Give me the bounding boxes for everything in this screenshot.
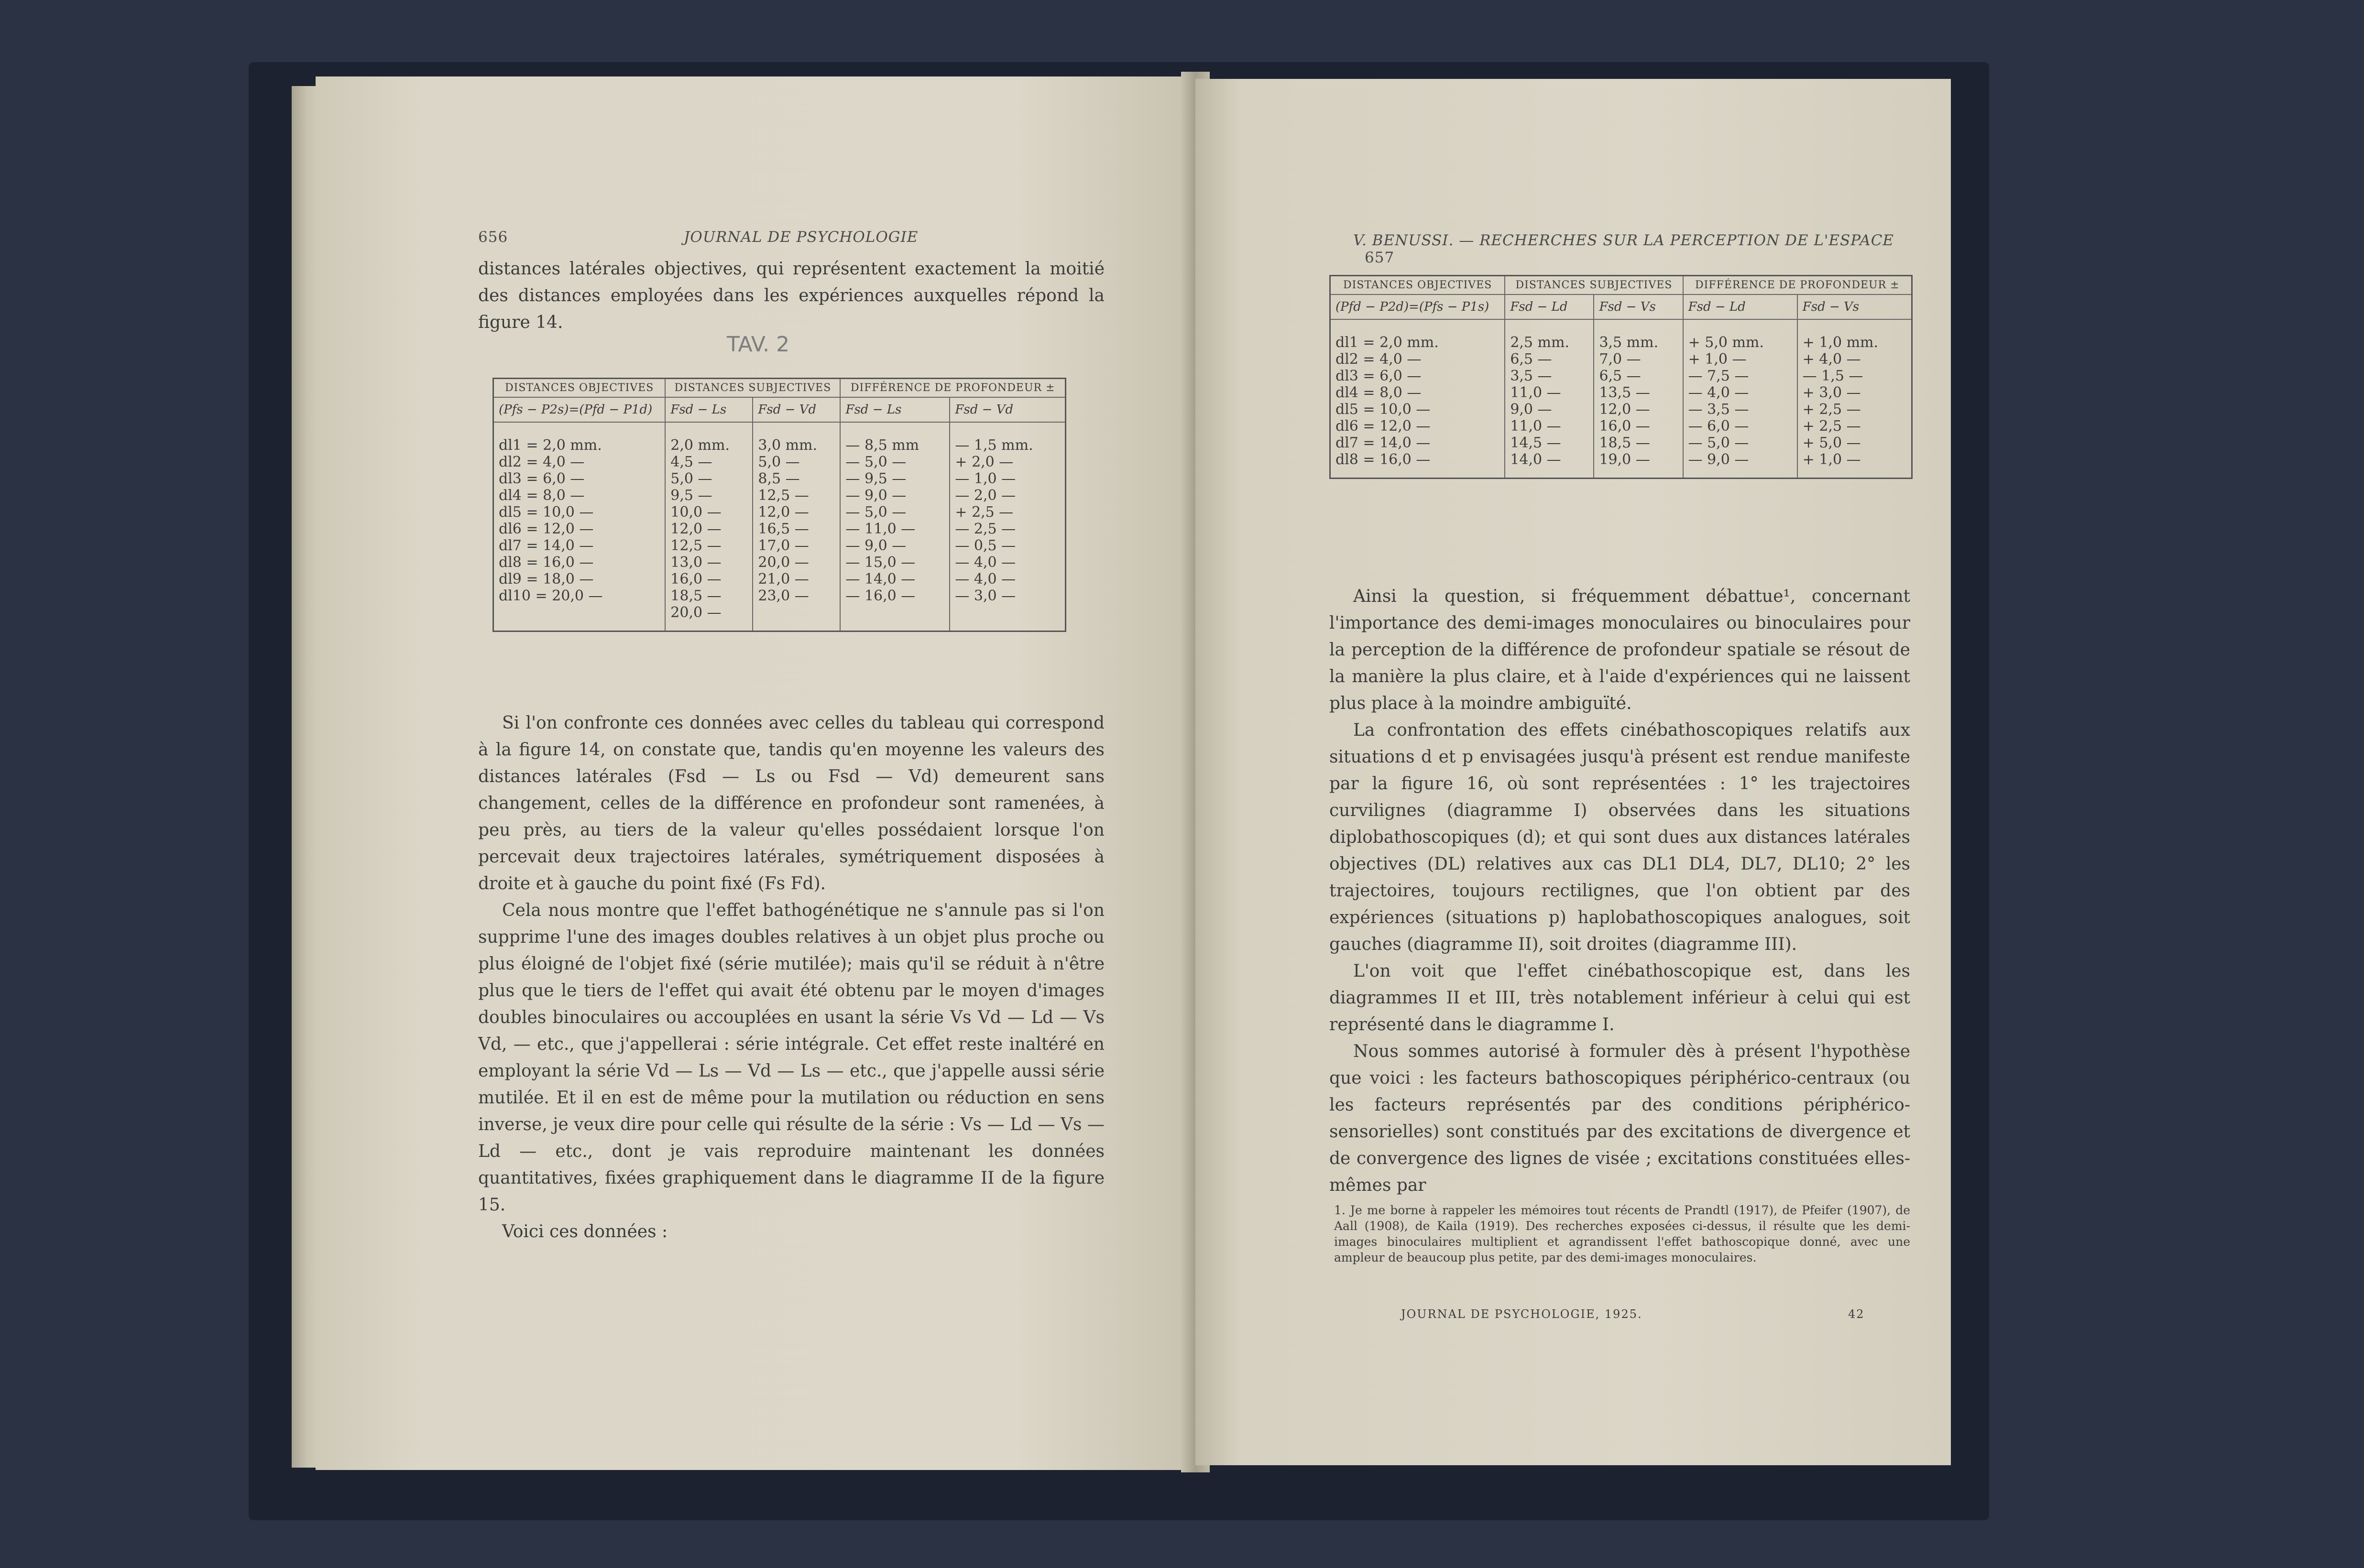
table-cell: — 0,5 — (955, 537, 1016, 554)
table-cell: — 1,5 mm. (955, 437, 1033, 454)
table-cell: — 3,0 — (955, 588, 1016, 604)
page-edges-left (292, 86, 318, 1468)
table-cell: + 2,0 — (955, 454, 1014, 470)
table-cell: 6,5 — (1599, 368, 1641, 384)
table-cell: dl10 = 20,0 — (499, 588, 603, 604)
table-cell: 2,0 mm. (670, 437, 730, 454)
left-col-subj-2 (753, 422, 840, 632)
right-col-diff-2 (1797, 319, 1912, 479)
left-col-objective (493, 422, 666, 632)
left-sub-1: (Pfs − P2s)=(Pfd − P1d) (493, 397, 666, 422)
table-cell: 18,5 — (1599, 435, 1650, 451)
table-cell: 6,5 — (1510, 351, 1552, 368)
pencil-annotation: TAV. 2 (727, 332, 790, 357)
table-cell: — 11,0 — (845, 521, 916, 537)
table-cell: 12,0 — (1599, 401, 1650, 418)
table-cell: — 5,0 — (1688, 435, 1749, 451)
table-cell: dl6 = 12,0 — (499, 521, 594, 537)
footer-signature: 42 (1848, 1307, 1865, 1321)
table-cell: — 4,0 — (955, 554, 1016, 571)
table-cell: 3,5 mm. (1599, 334, 1659, 351)
table-cell: dl6 = 12,0 — (1335, 418, 1431, 435)
right-para-1: Ainsi la question, si fréquemment débattue¹, concernant l'importance des demi-images monoculaires ou binoculaires pour la perception de la différence de profondeur spatiale se résout de la manière la plus claire, et à l'aide d'expériences qui ne laissent plus place à la moindre ambiguïté. (1329, 587, 1910, 713)
table-cell: 16,0 — (670, 571, 722, 588)
table-cell: 12,5 — (670, 537, 722, 554)
table-cell: + 2,5 — (1802, 401, 1861, 418)
table-cell: dl8 = 16,0 — (499, 554, 594, 571)
table-cell: + 5,0 — (1802, 435, 1861, 451)
table-cell: dl4 = 8,0 — (499, 487, 585, 504)
table-cell: — 3,5 — (1688, 401, 1749, 418)
table-cell: 12,5 — (758, 487, 809, 504)
table-cell: 21,0 — (758, 571, 809, 588)
right-col-subj-1 (1505, 319, 1594, 479)
table-cell: 12,0 — (758, 504, 809, 521)
table-cell: — 2,0 — (955, 487, 1016, 504)
left-sub-3: Fsd − Vd (753, 397, 840, 422)
right-sub-4: Fsd − Ld (1683, 294, 1797, 319)
table-cell: dl1 = 2,0 mm. (499, 437, 602, 454)
table-cell: dl4 = 8,0 — (1335, 384, 1422, 401)
table-cell: 11,0 — (1510, 384, 1561, 401)
table-cell: 3,0 mm. (758, 437, 818, 454)
table-cell: 7,0 — (1599, 351, 1641, 368)
table-cell: dl3 = 6,0 — (1335, 368, 1422, 384)
table-cell: dl5 = 10,0 — (1335, 401, 1431, 418)
left-th-difference: DIFFÉRENCE DE PROFONDEUR ± (840, 379, 1065, 398)
right-th-difference: DIFFÉRENCE DE PROFONDEUR ± (1683, 276, 1912, 295)
right-th-subjective: DISTANCES SUBJECTIVES (1505, 276, 1683, 295)
table-cell: dl5 = 10,0 — (499, 504, 594, 521)
table-cell: 19,0 — (1599, 451, 1650, 468)
table-cell: 9,5 — (670, 487, 712, 504)
table-cell: dl8 = 16,0 — (1335, 451, 1431, 468)
table-cell: 5,0 — (758, 454, 800, 470)
right-head-title: V. BENUSSI. — RECHERCHES SUR LA PERCEPTION DE L'ESPACE (1353, 232, 1894, 249)
table-cell: — 8,5 mm (845, 437, 919, 454)
table-cell: dl2 = 4,0 — (499, 454, 585, 470)
table-cell: 20,0 — (670, 604, 722, 621)
right-sub-3: Fsd − Vs (1594, 294, 1683, 319)
table-cell: — 15,0 — (845, 554, 916, 571)
left-para-1: Si l'on confronte ces données avec celles du tableau qui correspond à la figure 14, on constate que, tandis qu'en moyenne les valeurs des distances latérales (Fsd — Ls ou Fsd — Vd) demeurent sans changement, celles de la différence en profondeur sont ramenées, à peu près, au tiers de la valeur qu'elles possédaient lorsque l'on percevait deux trajectoires latérales, symétriquement disposées à droite et à gauche du point fixé (Fs Fd). (478, 713, 1105, 893)
left-th-subjective: DISTANCES SUBJECTIVES (665, 379, 840, 398)
left-col-diff-1 (840, 422, 950, 632)
table-cell: 16,0 — (1599, 418, 1650, 435)
table-cell: — 6,0 — (1688, 418, 1749, 435)
left-para-3: Voici ces données : (502, 1222, 668, 1241)
table-cell: + 1,0 — (1688, 351, 1747, 368)
table-cell: + 1,0 — (1802, 451, 1861, 468)
right-sub-5: Fsd − Vs (1797, 294, 1912, 319)
left-para-2: Cela nous montre que l'effet bathogénétique ne s'annule pas si l'on supprime l'une des images doubles relatives à un objet plus proche ou plus éloigné de l'objet fixé (série mutilée); mais qu'il se réduit à n'être plus que le tiers de l'effet qui avait été obtenu par le moyen d'images doubles binoculaires ou accouplées en usant la série Vs Vd — Ld — Vs Vd, — etc., que j'appellerai : série intégrale. Cet effet reste inaltéré en employant la série Vd — Ls — Vd — Ls — etc., que j'appelle aussi série mutilée. Et il en est de même pour la mutilation ou réduction en sens inverse, je veux dire pour celle qui résulte de la série : Vs — Ld — Vs — Ld — etc., dont je vais reproduire maintenant les données quantitatives, fixées graphiquement dans le diagramme II de la figure 15. (478, 901, 1105, 1215)
table-cell: 14,0 — (1510, 451, 1561, 468)
left-page-number: 656 (478, 229, 508, 246)
table-cell: 5,0 — (670, 470, 712, 487)
right-col-subj-2 (1594, 319, 1683, 479)
left-sub-2: Fsd − Ls (665, 397, 753, 422)
footer-journal: JOURNAL DE PSYCHOLOGIE, 1925. (1401, 1307, 1642, 1321)
left-body (478, 710, 1105, 1245)
table-cell: + 3,0 — (1802, 384, 1861, 401)
table-cell: — 5,0 — (845, 454, 907, 470)
table-cell: 4,5 — (670, 454, 712, 470)
table-cell: — 4,0 — (1688, 384, 1749, 401)
left-data-table (492, 378, 1066, 632)
left-page (316, 76, 1193, 1470)
table-cell: — 9,5 — (845, 470, 907, 487)
table-cell: + 4,0 — (1802, 351, 1861, 368)
table-cell: 23,0 — (758, 588, 809, 604)
right-col-objective (1330, 319, 1505, 479)
left-sub-4: Fsd − Ls (840, 397, 950, 422)
table-cell: 9,0 — (1510, 401, 1552, 418)
right-para-4: Nous sommes autorisé à formuler dès à présent l'hypothèse que voici : les facteurs bathoscopiques périphérico-centraux (ou les facteurs représentés par des conditions périphérico-sensorielles) sont constitués par des excitations de divergence et de convergence des lignes de visée ; excitations constituées elles-mêmes par (1329, 1042, 1910, 1195)
table-cell: 20,0 — (758, 554, 809, 571)
table-cell: — 14,0 — (845, 571, 916, 588)
right-sub-1: (Pfd − P2d)=(Pfs − P1s) (1330, 294, 1505, 319)
table-cell: dl3 = 6,0 — (499, 470, 585, 487)
table-cell: dl7 = 14,0 — (1335, 435, 1431, 451)
table-cell: — 5,0 — (845, 504, 907, 521)
table-cell: 13,0 — (670, 554, 722, 571)
table-cell: dl1 = 2,0 mm. (1335, 334, 1439, 351)
right-th-objective: DISTANCES OBJECTIVES (1330, 276, 1505, 295)
table-cell: — 16,0 — (845, 588, 916, 604)
left-intro: distances latérales objectives, qui représentent exactement la moitié des distances employées dans les expériences auxquelles répond la figure 14. (478, 259, 1105, 332)
table-cell: 12,0 — (670, 521, 722, 537)
table-cell: 8,5 — (758, 470, 800, 487)
left-col-diff-2 (950, 422, 1065, 632)
table-cell: 3,5 — (1510, 368, 1552, 384)
table-cell: dl7 = 14,0 — (499, 537, 594, 554)
table-cell: — 7,5 — (1688, 368, 1749, 384)
left-col-subj-1 (665, 422, 753, 632)
right-para-2: La confrontation des effets cinébathoscopiques relatifs aux situations d et p envisagées jusqu'à présent est rendue manifeste par la figure 16, où sont représentées : 1° les trajectoires curvilignes (diagramme I) observées dans les situations diplobathoscopiques (d); et qui sont dues aux distances latérales objectives (DL) relatives aux cas DL1 DL4, DL7, DL10; 2° les trajectoires, toujours rectilignes, que l'on obtient par des expériences (situations p) haplobathoscopiques analogues, soit gauches (diagramme II), soit droites (diagramme III). (1329, 720, 1910, 954)
table-cell: 2,5 mm. (1510, 334, 1569, 351)
right-body (1329, 583, 1910, 1199)
right-page-number: 657 (1365, 249, 1395, 266)
right-page (1195, 79, 1951, 1465)
table-cell: 17,0 — (758, 537, 809, 554)
right-sub-2: Fsd − Ld (1505, 294, 1594, 319)
right-para-3: L'on voit que l'effet cinébathoscopique est, dans les diagrammes II et III, très notablement inférieur à celui qui est représenté dans le diagramme I. (1329, 961, 1910, 1034)
left-running-head: JOURNAL DE PSYCHOLOGIE (684, 229, 919, 246)
table-cell: + 5,0 mm. (1688, 334, 1764, 351)
right-running-head (1353, 232, 1908, 266)
table-cell: — 1,5 — (1802, 368, 1863, 384)
left-sub-5: Fsd − Vd (950, 397, 1065, 422)
table-cell: — 2,5 — (955, 521, 1016, 537)
table-cell: — 9,0 — (1688, 451, 1749, 468)
table-cell: 14,5 — (1510, 435, 1561, 451)
table-cell: 13,5 — (1599, 384, 1650, 401)
table-cell: — 1,0 — (955, 470, 1016, 487)
right-data-table (1329, 275, 1913, 479)
right-col-diff-1 (1683, 319, 1797, 479)
table-cell: + 2,5 — (955, 504, 1014, 521)
table-cell: 11,0 — (1510, 418, 1561, 435)
left-th-objective: DISTANCES OBJECTIVES (493, 379, 666, 398)
table-cell: + 1,0 mm. (1802, 334, 1879, 351)
table-cell: — 9,0 — (845, 537, 907, 554)
table-cell: 16,5 — (758, 521, 809, 537)
table-cell: 18,5 — (670, 588, 722, 604)
table-cell: + 2,5 — (1802, 418, 1861, 435)
table-cell: dl9 = 18,0 — (499, 571, 594, 588)
table-cell: — 4,0 — (955, 571, 1016, 588)
table-cell: — 9,0 — (845, 487, 907, 504)
table-cell: 10,0 — (670, 504, 722, 521)
right-footnote: 1. Je me borne à rappeler les mémoires tout récents de Prandtl (1917), de Pfeifer (1907), de Aall (1908), de Kaila (1919). Des recherches exposées ci-dessus, il résulte que les demi-images binoculaires multiplient et agrandissent l'effet bathoscopique donné, avec une ampleur de beaucoup plus petite, par des demi-images monoculaires. (1334, 1203, 1910, 1264)
table-cell: dl2 = 4,0 — (1335, 351, 1422, 368)
